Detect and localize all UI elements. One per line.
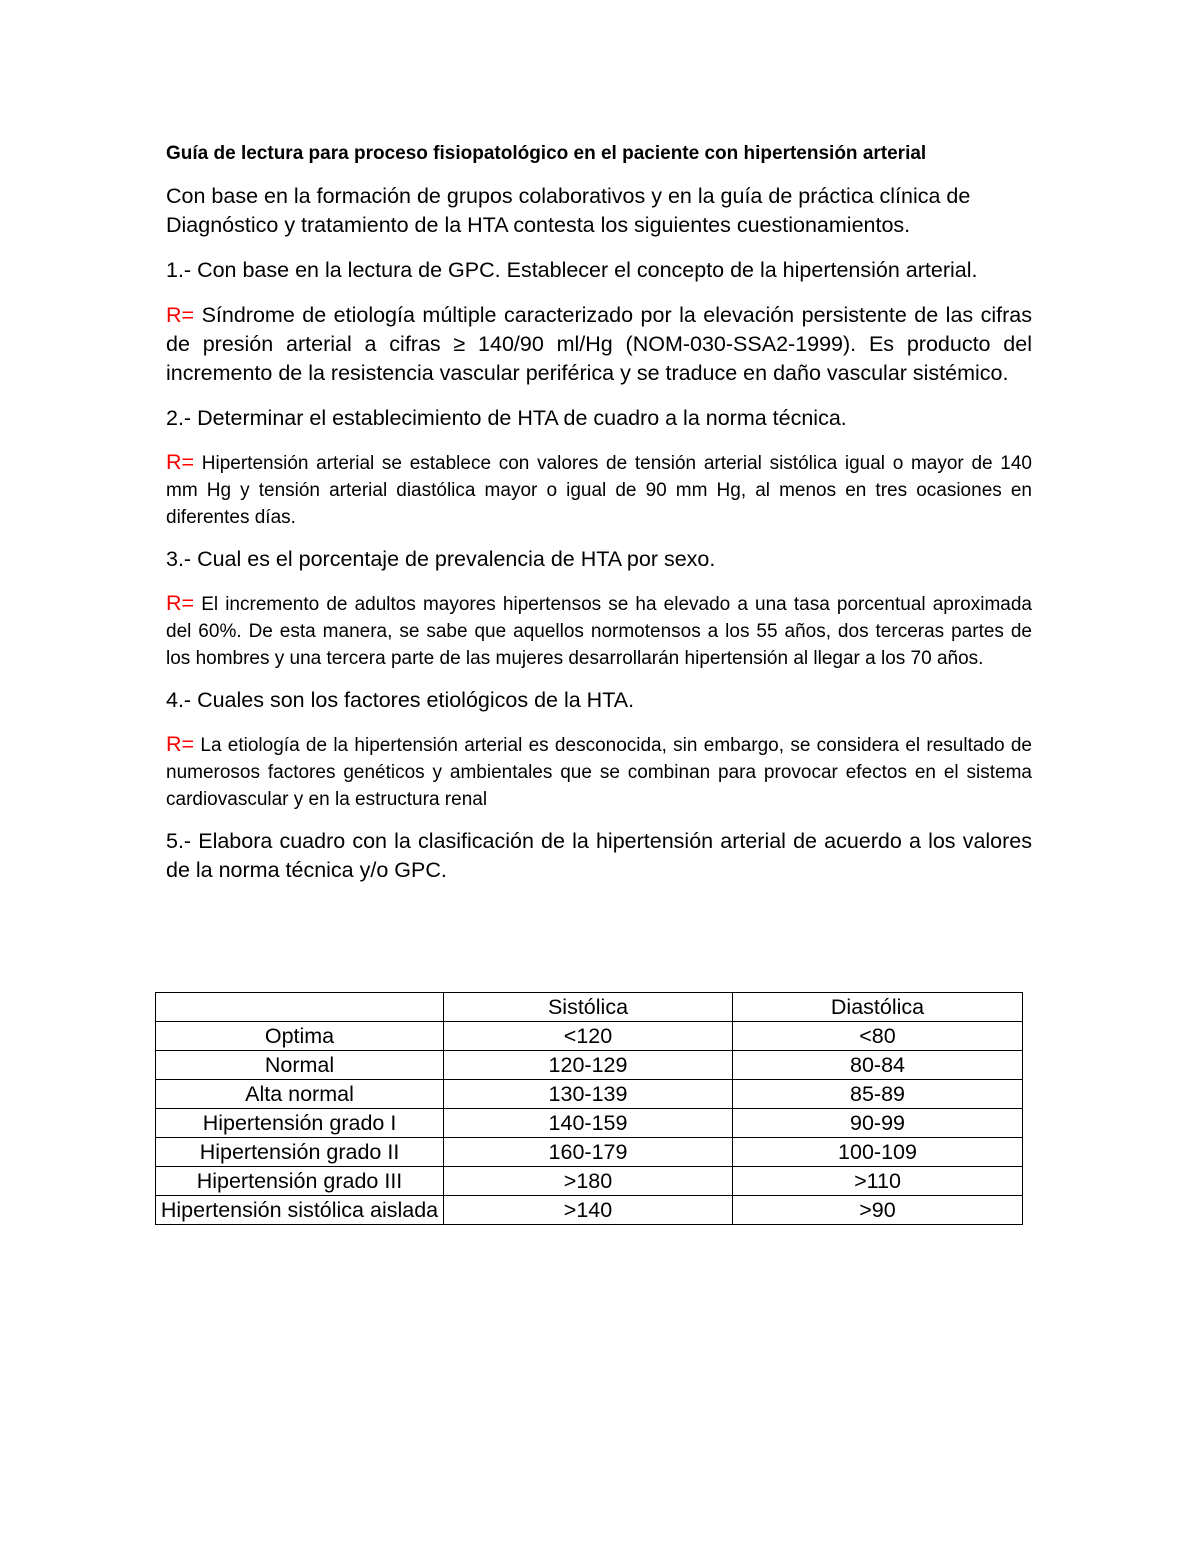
- table-cell-diastolic: <80: [733, 1022, 1023, 1051]
- question-2: 2.- Determinar el establecimiento de HTA de cuadro a la norma técnica.: [166, 406, 847, 430]
- table-cell-systolic: <120: [444, 1022, 733, 1051]
- table-cell-systolic: 160-179: [444, 1138, 733, 1167]
- table-row: [156, 1196, 1023, 1225]
- table-cell-systolic: >140: [444, 1196, 733, 1225]
- answer-text: Hipertensión arterial se establece con valores de tensión arterial sistólica igual o mayor de 140 mm Hg y tensión arterial diastólica mayor o igual de 90 mm Hg, al menos en tres ocasiones en diferentes días.: [166, 453, 1032, 528]
- answer-label: R=: [166, 303, 195, 327]
- table-row: [156, 1138, 1023, 1167]
- question-3: 3.- Cual es el porcentaje de prevalencia de HTA por sexo.: [166, 547, 716, 571]
- table-header-cell: [156, 993, 444, 1022]
- table-cell-category: Hipertensión grado I: [156, 1109, 444, 1138]
- answer-2: [166, 449, 1032, 531]
- table-cell-diastolic: 80-84: [733, 1051, 1023, 1080]
- table-header-cell: Sistólica: [444, 993, 733, 1022]
- table-cell-category: Optima: [156, 1022, 444, 1051]
- answer-3: [166, 590, 1032, 672]
- document-body: [166, 140, 1032, 901]
- answer-text: El incremento de adultos mayores hipertensos se ha elevado a una tasa porcentual aproximada del 60%. De esta manera, se sabe que aquellos normotensos a los 55 años, dos terceras partes de los hombres y una tercera parte de las mujeres desarrollarán hipertensión al llegar a los 70 años.: [166, 594, 1032, 669]
- question-1: 1.- Con base en la lectura de GPC. Establecer el concepto de la hipertensión arterial.: [166, 258, 978, 282]
- table-cell-systolic: >180: [444, 1167, 733, 1196]
- answer-text: Síndrome de etiología múltiple caracterizado por la elevación persistente de las cifras de presión arterial a cifras ≥ 140/90 ml/Hg (NOM-030-SSA2-1999). Es producto del incremento de la resistencia vascular periférica y se traduce en daño vascular sistémico.: [166, 303, 1032, 385]
- answer-label: R=: [166, 591, 195, 615]
- table-row: [156, 1080, 1023, 1109]
- table-header-row: [156, 993, 1023, 1022]
- answer-label: R=: [166, 732, 195, 756]
- table-cell-category: Hipertensión grado III: [156, 1167, 444, 1196]
- table-cell-systolic: 140-159: [444, 1109, 733, 1138]
- table-cell-diastolic: 85-89: [733, 1080, 1023, 1109]
- answer-label: R=: [166, 450, 195, 474]
- table-cell-diastolic: >110: [733, 1167, 1023, 1196]
- question-5: 5.- Elabora cuadro con la clasificación de la hipertensión arterial de acuerdo a los valores de la norma técnica y/o GPC.: [166, 829, 1032, 882]
- answer-text: La etiología de la hipertensión arterial es desconocida, sin embargo, se considera el resultado de numerosos factores genéticos y ambientales que se combinan para provocar efectos en el sistema cardiovascular y en la estructura renal: [166, 735, 1032, 810]
- answer-1: [166, 301, 1032, 388]
- table-row: [156, 1051, 1023, 1080]
- intro-paragraph: Con base en la formación de grupos colaborativos y en la guía de práctica clínica de Diagnóstico y tratamiento de la HTA contesta los siguientes cuestionamientos.: [166, 184, 971, 237]
- table-cell-diastolic: 90-99: [733, 1109, 1023, 1138]
- document-title: Guía de lectura para proceso fisiopatológico en el paciente con hipertensión arterial: [166, 143, 927, 164]
- table-row: [156, 1022, 1023, 1051]
- classification-table: [155, 992, 1023, 1225]
- question-4: 4.- Cuales son los factores etiológicos de la HTA.: [166, 688, 635, 712]
- table-cell-category: Alta normal: [156, 1080, 444, 1109]
- table-cell-diastolic: >90: [733, 1196, 1023, 1225]
- table-header-cell: Diastólica: [733, 993, 1023, 1022]
- table-cell-systolic: 120-129: [444, 1051, 733, 1080]
- table-cell-category: Hipertensión grado II: [156, 1138, 444, 1167]
- table-cell-category: Hipertensión sistólica aislada: [156, 1196, 444, 1225]
- answer-4: [166, 731, 1032, 813]
- table-cell-category: Normal: [156, 1051, 444, 1080]
- table-cell-systolic: 130-139: [444, 1080, 733, 1109]
- table-row: [156, 1167, 1023, 1196]
- table-cell-diastolic: 100-109: [733, 1138, 1023, 1167]
- table-row: [156, 1109, 1023, 1138]
